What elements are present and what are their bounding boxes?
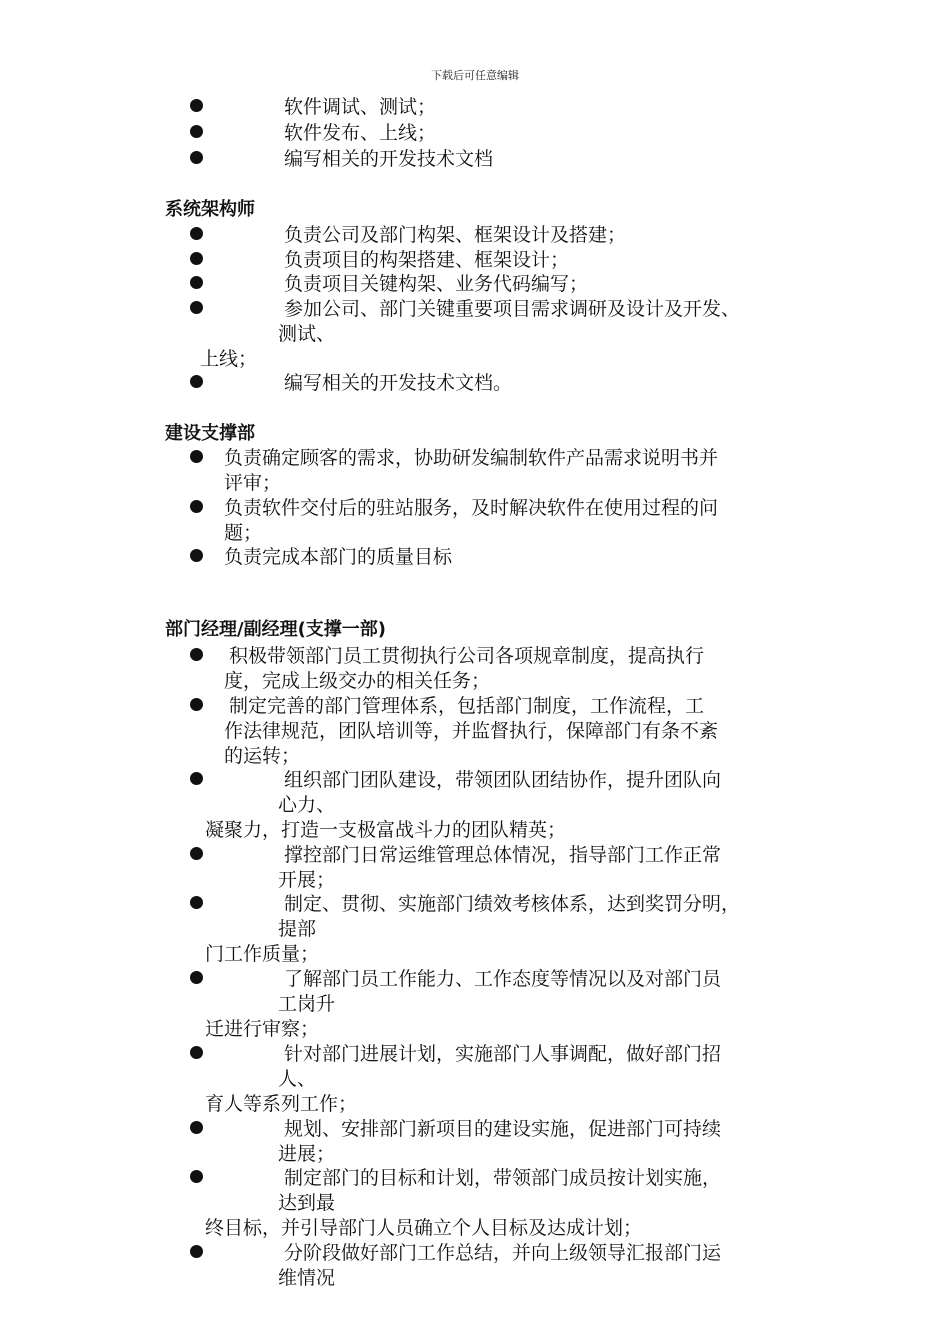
list-item-continuation: 测试、 [278, 323, 336, 345]
bullet-icon [190, 450, 203, 463]
list-item-continuation: 达到最 [278, 1192, 336, 1214]
list-item-continuation: 终目标，并引导部门人员确立个人目标及达成计划； [205, 1217, 643, 1239]
page-header-note: 下载后可任意编辑 [431, 69, 519, 82]
list-item: 参加公司、部门关键重要项目需求调研及设计及开发、 [284, 298, 741, 320]
list-item-continuation: 维情况 [278, 1267, 336, 1289]
list-item: 分阶段做好部门工作总结，并向上级领导汇报部门运 [284, 1242, 722, 1264]
list-item-continuation: 上线； [200, 348, 258, 370]
list-item-continuation: 工岗升 [278, 993, 336, 1015]
list-item-continuation: 迁进行审察； [205, 1018, 320, 1040]
section-title-support: 建设支撑部 [165, 423, 255, 444]
list-item: 软件发布、上线； [284, 122, 437, 144]
bullet-icon [190, 1121, 203, 1134]
bullet-icon [190, 648, 203, 661]
bullet-icon [190, 847, 203, 860]
list-item: 组织部门团队建设，带领团队团结协作，提升团队向 [284, 769, 722, 791]
list-item: 制定、贯彻、实施部门绩效考核体系，达到奖罚分明， [284, 893, 741, 915]
list-item-continuation: 开展； [278, 869, 336, 891]
bullet-icon [190, 375, 203, 388]
bullet-icon [190, 252, 203, 265]
bullet-icon [190, 772, 203, 785]
list-item: 制定完善的部门管理体系，包括部门制度，工作流程，工 [229, 695, 705, 717]
bullet-icon [190, 549, 203, 562]
list-item: 制定部门的目标和计划，带领部门成员按计划实施， [284, 1167, 722, 1189]
bullet-icon [190, 698, 203, 711]
bullet-icon [190, 971, 203, 984]
list-item: 负责项目的构架搭建、框架设计； [284, 249, 570, 271]
bullet-icon [190, 500, 203, 513]
bullet-icon [190, 1170, 203, 1183]
bullet-icon [190, 125, 203, 138]
list-item: 负责项目关键构架、业务代码编写； [284, 273, 589, 295]
list-item-continuation: 育人等系列工作； [205, 1093, 358, 1115]
list-item-continuation: 作法律规范，团队培训等，并监督执行，保障部门有条不紊 [224, 720, 719, 742]
list-item-continuation: 门工作质量； [205, 943, 320, 965]
list-item-continuation: 评审； [224, 472, 282, 494]
list-item: 针对部门进展计划，实施部门人事调配，做好部门招 [284, 1043, 722, 1065]
list-item-continuation: 心力、 [278, 794, 336, 816]
list-item-continuation: 进展； [278, 1143, 336, 1165]
section-title-architect: 系统架构师 [165, 199, 255, 220]
list-item: 规划、安排部门新项目的建设实施，促进部门可持续 [284, 1118, 722, 1140]
list-item-continuation: 度，完成上级交办的相关任务； [224, 670, 491, 692]
list-item: 编写相关的开发技术文档 [284, 148, 494, 170]
list-item: 负责完成本部门的质量目标 [224, 546, 453, 568]
list-item: 负责软件交付后的驻站服务，及时解决软件在使用过程的问 [224, 497, 719, 519]
list-item: 负责确定顾客的需求，协助研发编制软件产品需求说明书并 [224, 447, 719, 469]
list-item: 软件调试、测试； [284, 96, 437, 118]
list-item-continuation: 凝聚力，打造一支极富战斗力的团队精英； [205, 819, 567, 841]
bullet-icon [190, 301, 203, 314]
list-item-continuation: 的运转； [224, 745, 301, 767]
list-item: 负责公司及部门构架、框架设计及搭建； [284, 224, 627, 246]
list-item: 编写相关的开发技术文档。 [284, 372, 513, 394]
bullet-icon [190, 151, 203, 164]
section-title-manager: 部门经理/副经理(支撑一部) [165, 619, 387, 640]
list-item-continuation: 题； [224, 522, 263, 544]
list-item: 积极带领部门员工贯彻执行公司各项规章制度，提高执行 [229, 645, 705, 667]
bullet-icon [190, 1046, 203, 1059]
list-item-continuation: 提部 [278, 918, 317, 940]
list-item: 撑控部门日常运维管理总体情况，指导部门工作正常 [284, 844, 722, 866]
bullet-icon [190, 896, 203, 909]
list-item: 了解部门员工作能力、工作态度等情况以及对部门员 [284, 968, 722, 990]
bullet-icon [190, 99, 203, 112]
bullet-icon [190, 1245, 203, 1258]
bullet-icon [190, 227, 203, 240]
bullet-icon [190, 276, 203, 289]
list-item-continuation: 人、 [278, 1068, 317, 1090]
